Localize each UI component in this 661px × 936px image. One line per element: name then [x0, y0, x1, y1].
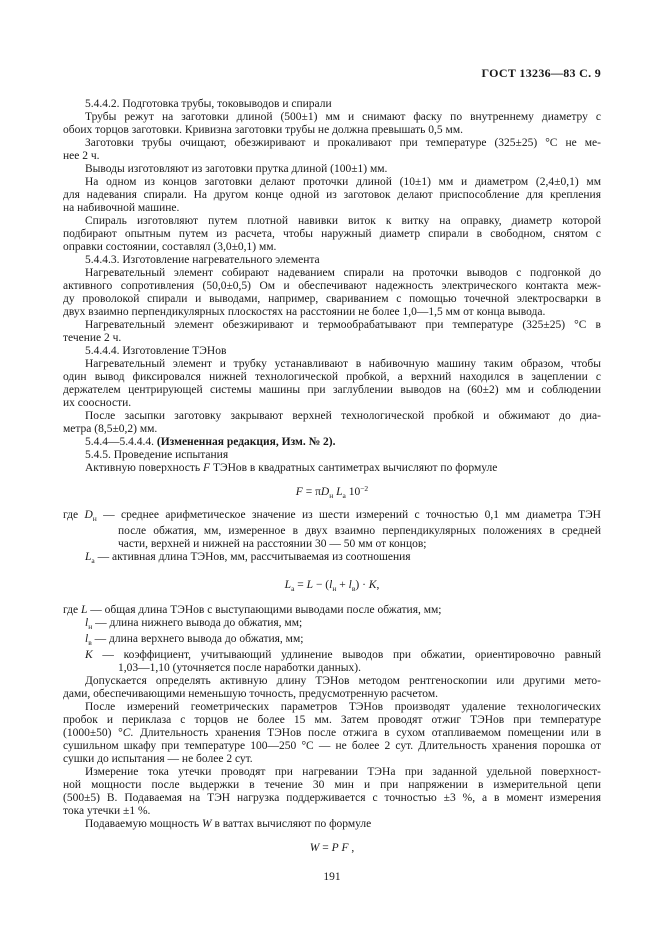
text-line: оправки состоянии, составлял (3,0±0,1) мм.: [63, 241, 277, 253]
text-line: После измерений геометрических параметров ТЭНов производят удаление технологических: [85, 701, 601, 713]
text-line: тока утечки ±1 %.: [63, 805, 151, 817]
text-line: Измерение тока утечки проводят при нагревании ТЭНа при заданной удельной поверхност-: [85, 766, 601, 778]
text-line: на набивочной машине.: [63, 202, 180, 214]
text-line: дами, обеспечивающими неменьшую точность, предусмотренную расчетом.: [63, 688, 438, 700]
text-line: обоих торцов заготовки. Кривизна заготовки трубы не должна превышать 0,5 мм.: [63, 124, 463, 136]
text-line: После засыпки заготовку закрывают верхней технологической пробкой и обжимают до диа-: [85, 410, 601, 422]
text-line: Выводы изготовляют из заготовки прутка длиной (100±1) мм.: [85, 163, 388, 175]
page-header: ГОСТ 13236—83 С. 9: [481, 66, 601, 80]
text-line: нее 2 ч.: [63, 150, 100, 162]
text-line: Спираль изготовляют путем плотной навивки виток к витку на оправку, диаметр которой: [85, 215, 601, 227]
text-line: 5.4.4.4. Изготовление ТЭНов: [85, 345, 227, 357]
text-line: сушки до испытания — не более 2 сут.: [63, 753, 253, 765]
text-line: 5.4.4—5.4.4.4. (Измененная редакция, Изм. № 2).: [85, 436, 336, 448]
text-line: (500±5) В. Подаваемая на ТЭН нагрузка поддерживается с точностью ±3 %, а в момент измерения: [63, 792, 601, 804]
text-line: метра (8,5±0,2) мм.: [63, 423, 158, 435]
text-line: держателем центрирующей системы машины при заглублении выводов на (60±2) мм и соблюдении: [63, 384, 601, 396]
text-line: Заготовки трубы очищают, обезжиривают и прокаливают при температуре (325±25) °С не ме-: [85, 137, 601, 149]
text-line: где L — общая длина ТЭНов с выступающими выводами после обжатия, мм;: [63, 604, 442, 616]
text-line: $l_н$ — длина нижнего вывода до обжатия, мм;: [85, 617, 303, 631]
text-line: части, верхней и нижней на расстоянии 30 — 50 мм от концов;: [118, 538, 427, 550]
text-line: после обжатия, мм, измеренное в двух взаимно перпендикулярных положениях в средней: [118, 525, 601, 537]
text-line: На одном из концов заготовки делают проточки длиной (10±1) мм и диаметром (2,4±0,1) мм: [85, 176, 601, 188]
text-line: ду проволокой спирали и выводами, например, свариванием с помощью точечной электросварки в: [63, 293, 601, 305]
text-line: Нагревательный элемент и трубку устанавливают в набивочную машину таким образом, чтобы: [85, 358, 601, 370]
text-line: 5.4.4.2. Подготовка трубы, токовыводов и спирали: [85, 98, 332, 110]
text-line: Допускается определять активную длину ТЭНов методом рентгеноскопии или другими мето-: [85, 675, 601, 687]
text-line: (1000±50) °С. Длительность хранения ТЭНов после отжига в сухом отапливаемом помещении или в: [63, 727, 602, 739]
text-line: один вывод фиксировался нижней технологической пробкой, а верхний находился в зацеплении с: [63, 371, 601, 383]
text-line: 5.4.4.3. Изготовление нагревательного элемента: [85, 254, 320, 266]
document-body: [63, 98, 601, 884]
text-line: Нагревательный элемент собирают надеванием спирали на проточки выводов с подгонкой до: [85, 267, 601, 279]
text-line: $L_а$ — активная длина ТЭНов, мм, рассчитываемая из соотношения: [85, 551, 411, 565]
page-number: 191: [323, 871, 341, 883]
text-line: течение 2 ч.: [63, 332, 122, 344]
text-line: Трубы режут на заготовки длиной (500±1) мм и снимают фаску по внутреннему диаметру с: [85, 111, 601, 123]
text-line: ной мощности после выдержки в течение 30 мин и при напряжении в измерительной цепи: [63, 779, 601, 791]
text-line: пробок и периклаза с торцов не более 15 мм. Затем проводят отжиг ТЭНов при температуре: [63, 714, 601, 726]
text-line: $l_в$ — длина верхнего вывода до обжатия, мм;: [85, 633, 304, 647]
text-line: сушильном шкафу при температуре 100—250 °С — не более 2 сут. Длительность хранения порошка от: [63, 740, 601, 752]
text-line: для надевания спирали. На другом конце одной из заготовок делают приспособление для крепления: [63, 189, 601, 201]
text-line: подбирают опытным путем из расчета, чтобы наружный диаметр спирали в свободном, снятом с: [63, 228, 601, 240]
text-line: двух взаимно перпендикулярных плоскостях на расстоянии не более 1,0—1,5 мм от конца вывода.: [63, 306, 546, 318]
text-line: K — коэффициент, учитывающий удлинение выводов при обжатии, ориентировочно равный: [85, 649, 601, 661]
text-line: Нагревательный элемент обезжиривают и термообрабатывают при температуре (325±25) °С в: [85, 319, 601, 331]
text-line: 1,03—1,10 (уточняется после наработки данных).: [118, 662, 361, 674]
formula-active-length: $L_а = L - (l_н + l_в) \cdot K$,: [284, 579, 380, 593]
text-line: активного сопротивления (50,0±0,5) Ом и обеспечивают надежность электрического контакта меж-: [63, 280, 601, 292]
formula-active-surface: $F = \pi D_н$ $L_а$ $10^{-2}$: [295, 484, 369, 500]
text-line: Подаваемую мощность W в ваттах вычисляют по формуле: [85, 818, 372, 830]
text-line: Активную поверхность F ТЭНов в квадратных сантиметрах вычисляют по формуле: [85, 462, 498, 474]
formula-power: W = P F ,: [309, 842, 355, 854]
text-line: их соосности.: [63, 397, 132, 409]
text-line: где $D_н$ — среднее арифметическое значение из шести измерений с точностью 0,1 мм диаметра ТЭН: [63, 509, 601, 523]
text-line: 5.4.5. Проведение испытания: [85, 449, 229, 461]
